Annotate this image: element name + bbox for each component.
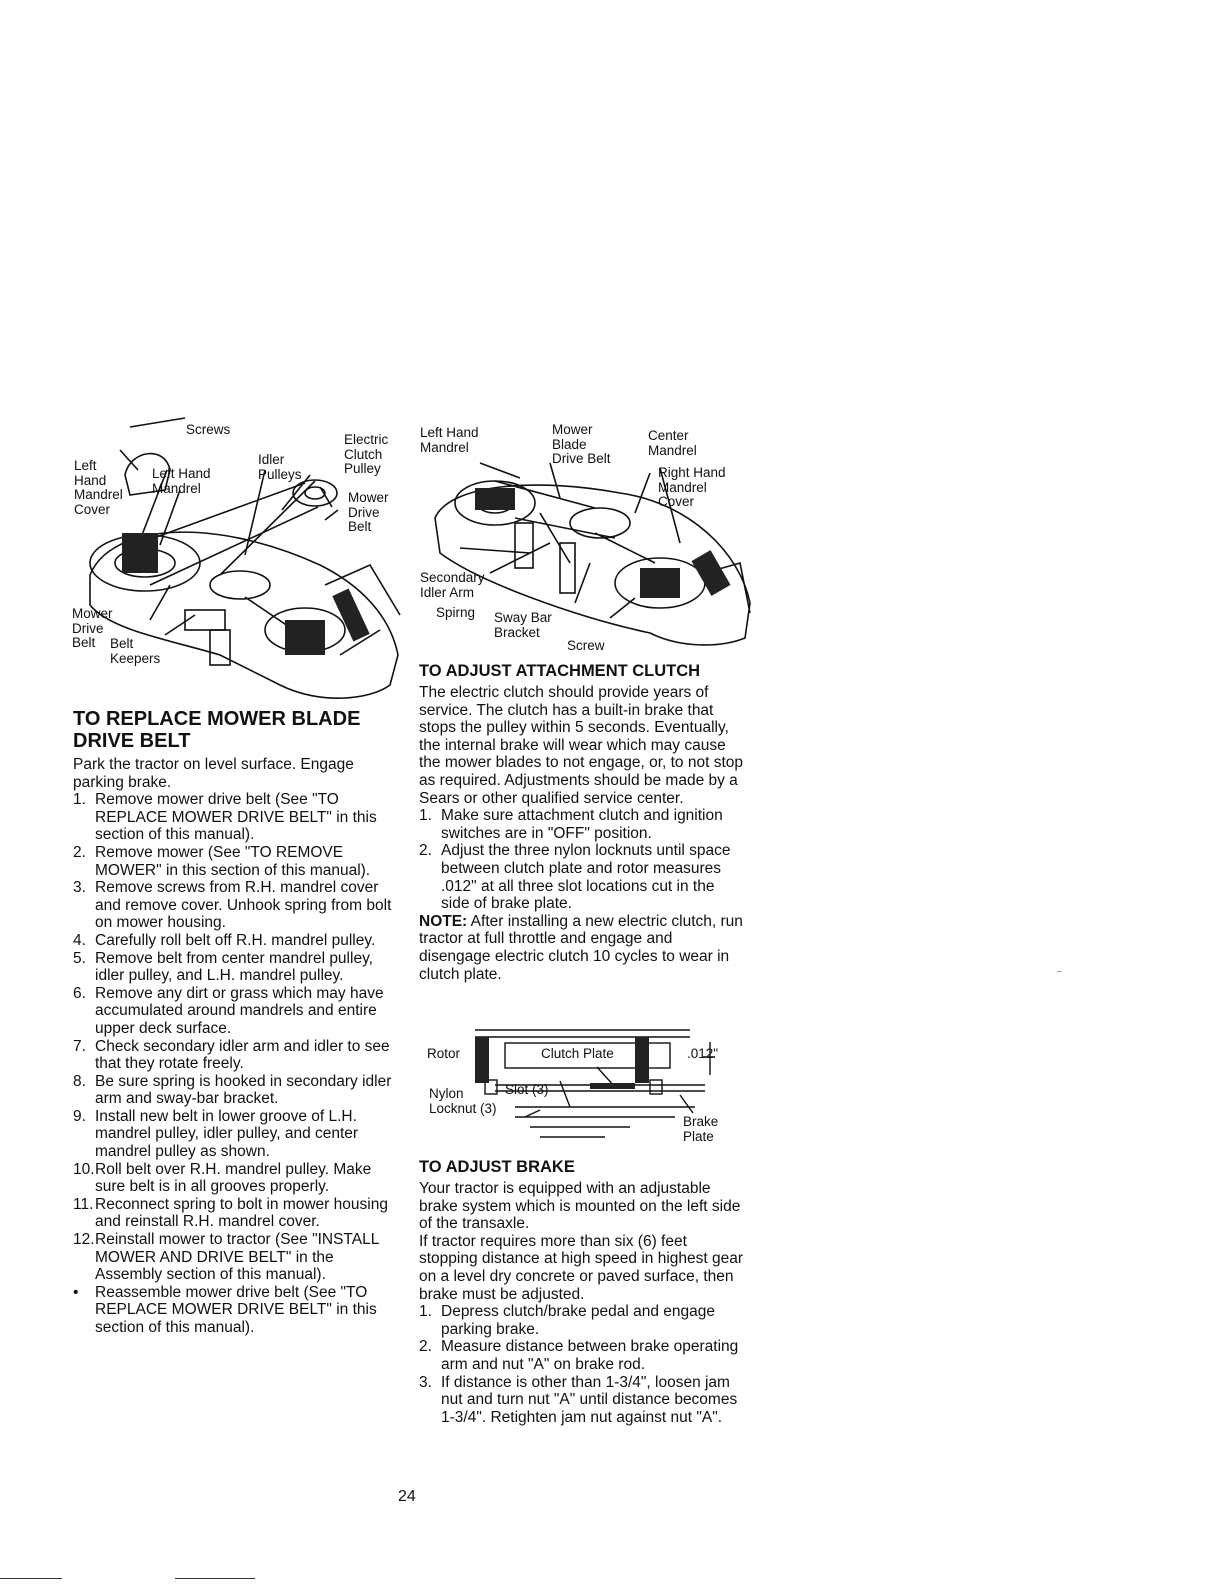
footer-rule-left [0, 1578, 62, 1579]
left-deck-figure [70, 415, 405, 705]
label-right-hand-mandrel-cover: Right Hand Mandrel Cover [658, 465, 726, 509]
list-item-number: 1. [419, 807, 432, 825]
list-item-text: Roll belt over R.H. mandrel pulley. Make sure belt is in all grooves properly. [95, 1160, 372, 1196]
label-mower-drive-belt-left: Mower Drive Belt [72, 606, 113, 650]
list-item [419, 1303, 749, 1338]
label-mower-drive-belt-right: Mower Drive Belt [348, 490, 389, 534]
label-gap-measurement: .012" [687, 1046, 719, 1061]
list-item [73, 985, 403, 1038]
right-deck-figure [420, 423, 755, 655]
page-number: 24 [398, 1488, 416, 1505]
clutch-diagram [425, 1025, 745, 1153]
list-item-number: • [73, 1283, 79, 1301]
list-item [73, 1284, 403, 1337]
list-item-number: 6. [73, 984, 86, 1002]
left-column [73, 708, 403, 1337]
brake-intro-2: If tractor requires more than six (6) feet stopping distance at high speed in highest gear on a level dry concrete or paved surface, then brake must be adjusted. [419, 1232, 744, 1303]
clutch-steps [419, 807, 744, 913]
scan-speck [1057, 971, 1061, 972]
list-item-number: 4. [73, 931, 86, 949]
label-idler-pulleys: Idler Pulleys [258, 452, 302, 482]
list-item-text: Remove mower drive belt (See "TO REPLACE MOWER DRIVE BELT" in this section of this manual). [95, 791, 377, 844]
list-item-text: Make sure attachment clutch and ignition switches are in "OFF" position. [441, 807, 723, 842]
replace-belt-intro: Park the tractor on level surface. Engage parking brake. [73, 756, 354, 791]
label-left-hand-mandrel-cover: Left Hand Mandrel Cover [74, 458, 123, 517]
label-secondary-idler-arm: Secondary Idler Arm [420, 570, 485, 600]
replace-belt-heading: TO REPLACE MOWER BLADE DRIVE BELT [73, 708, 361, 752]
list-item [73, 1196, 403, 1231]
list-item-text: Reinstall mower to tractor (See "INSTALL MOWER AND DRIVE BELT" in the Assembly section of this manual). [95, 1231, 379, 1284]
list-item-text: Be sure spring is hooked in secondary idler arm and sway-bar bracket. [95, 1072, 392, 1108]
list-item [73, 1231, 403, 1284]
list-item [73, 932, 403, 950]
list-item-number: 12. [73, 1231, 95, 1249]
list-item [73, 1038, 403, 1073]
label-nylon-locknut: Nylon Locknut (3) [429, 1086, 497, 1116]
list-item [73, 950, 403, 985]
list-item-text: Remove screws from R.H. mandrel cover and remove cover. Unhook spring from bolt on mower housing. [95, 879, 392, 932]
list-item [73, 791, 403, 844]
list-item-text: If distance is other than 1-3/4", loosen jam nut and turn nut "A" until distance becomes 1-3/4". Retighten jam nut against nut "A". [441, 1373, 738, 1426]
list-item-number: 7. [73, 1037, 86, 1055]
list-item [73, 1108, 403, 1161]
label-belt-keepers: Belt Keepers [110, 636, 161, 666]
list-item [419, 807, 744, 842]
label-mower-blade-drive-belt: Mower Blade Drive Belt [552, 422, 611, 466]
list-item-number: 9. [73, 1107, 86, 1125]
label-rh-left-hand-mandrel: Left Hand Mandrel [420, 425, 479, 455]
list-item-text: Check secondary idler arm and idler to see that they rotate freely. [95, 1037, 390, 1073]
label-electric-clutch-pulley: Electric Clutch Pulley [344, 432, 389, 476]
list-item-number: 11. [73, 1195, 94, 1213]
list-item-text: Reconnect spring to bolt in mower housing and reinstall R.H. mandrel cover. [95, 1195, 388, 1231]
list-item-number: 1. [73, 791, 86, 809]
list-item-text: Reassemble mower drive belt (See "TO REPLACE MOWER DRIVE BELT" in this section of this manual). [95, 1283, 377, 1336]
list-item-number: 10. [73, 1160, 95, 1178]
right-column-clutch [419, 662, 744, 983]
brake-intro-1: Your tractor is equipped with an adjustable brake system which is mounted on the left side of the transaxle. [419, 1180, 741, 1233]
list-item-text: Adjust the three nylon locknuts until space between clutch plate and rotor measures .012" at all three slot locations cut in the side of brake plate. [441, 842, 731, 913]
list-item-text: Remove belt from center mandrel pulley, idler pulley, and L.H. mandrel pulley. [95, 949, 373, 985]
list-item-number: 5. [73, 949, 86, 967]
list-item-text: Depress clutch/brake pedal and engage parking brake. [441, 1303, 716, 1338]
note-text: After installing a new electric clutch, run tractor at full throttle and engage and disengage electric clutch 10 cycles to wear in clutch plate. [419, 912, 743, 983]
replace-belt-bullets [73, 1284, 403, 1337]
label-screws: Screws [186, 422, 231, 437]
label-screw: Screw [567, 638, 605, 653]
list-item-text: Remove mower (See "TO REMOVE MOWER" in this section of this manual). [95, 843, 371, 879]
list-item [73, 844, 403, 879]
label-center-mandrel: Center Mandrel [648, 428, 697, 458]
list-item-text: Install new belt in lower groove of L.H. mandrel pulley, idler pulley, and center mandrel pulley as shown. [95, 1107, 359, 1161]
list-item-number: 3. [419, 1373, 432, 1391]
replace-belt-steps [73, 791, 403, 1284]
list-item [73, 879, 403, 932]
list-item-number: 3. [73, 879, 86, 897]
note-label: NOTE: [419, 912, 468, 930]
label-left-hand-mandrel: Left Hand Mandrel [152, 466, 211, 496]
label-brake-plate: Brake Plate [683, 1114, 719, 1144]
list-item-text: Carefully roll belt off R.H. mandrel pulley. [95, 931, 376, 949]
list-item-number: 8. [73, 1072, 86, 1090]
list-item-text: Remove any dirt or grass which may have accumulated around mandrels and entire upper deck surface. [95, 984, 384, 1037]
list-item-number: 2. [419, 1338, 432, 1356]
list-item [419, 1338, 749, 1373]
label-clutch-plate: Clutch Plate [541, 1046, 614, 1061]
list-item-text: Measure distance between brake operating arm and nut "A" on brake rod. [441, 1338, 739, 1373]
brake-steps [419, 1303, 749, 1426]
list-item [73, 1161, 403, 1196]
list-item-number: 1. [419, 1303, 432, 1321]
list-item-number: 2. [419, 842, 432, 860]
list-item [419, 1374, 749, 1427]
right-column-brake [419, 1158, 749, 1426]
clutch-note [419, 913, 744, 983]
label-rotor: Rotor [427, 1046, 461, 1061]
list-item-number: 2. [73, 843, 86, 861]
label-spring: Spirng [436, 605, 476, 620]
brake-heading: TO ADJUST BRAKE [419, 1158, 575, 1176]
label-sway-bar-bracket: Sway Bar Bracket [494, 610, 552, 640]
footer-rule-middle [175, 1578, 255, 1579]
list-item [73, 1073, 403, 1108]
clutch-intro: The electric clutch should provide years of service. The clutch has a built-in brake that stops the pulley within 5 seconds. Eventually, the internal brake will wear which may cause the mower blades to not engage, or, to not stop as required. Adjustments should be made by a Sears or other qualified service center. [419, 684, 743, 807]
list-item [419, 842, 744, 912]
label-slot: Slot (3) [505, 1082, 549, 1097]
clutch-heading: TO ADJUST ATTACHMENT CLUTCH [419, 662, 701, 680]
